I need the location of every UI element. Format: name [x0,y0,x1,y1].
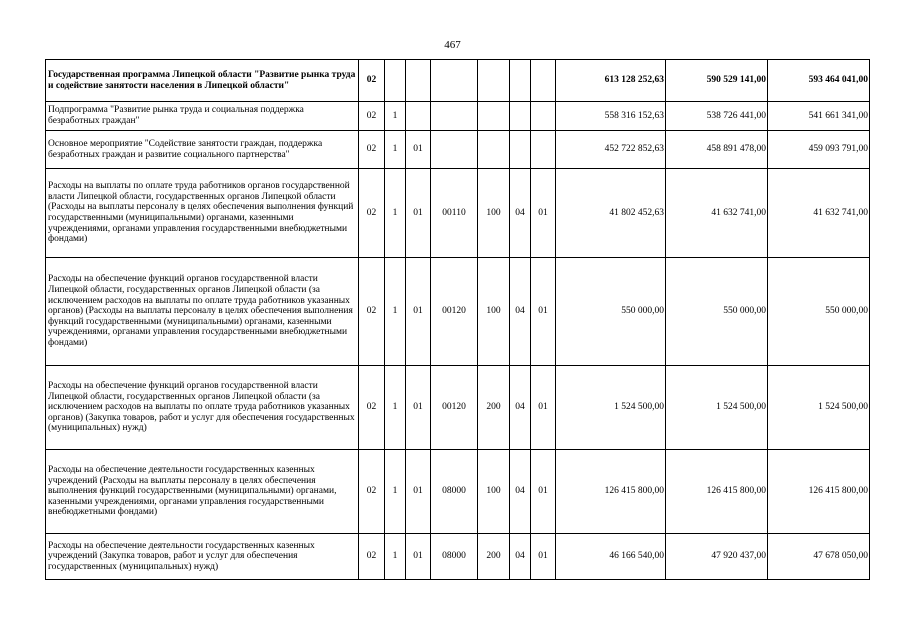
amount-year-3: 550 000,00 [768,258,870,366]
code-om: 01 [406,169,431,258]
amount-year-3: 1 524 500,00 [768,366,870,450]
code-expense-type: 200 [478,534,510,580]
code-expense-type [478,60,510,102]
amount-year-1: 550 000,00 [556,258,666,366]
amount-year-1: 41 802 452,63 [556,169,666,258]
code-expense-type: 100 [478,258,510,366]
table-row [46,169,870,258]
code-direction: 08000 [431,450,478,534]
amount-year-3: 126 415 800,00 [768,450,870,534]
code-subsection [531,60,556,102]
code-gp: 02 [359,258,385,366]
amount-year-2: 47 920 437,00 [666,534,768,580]
code-direction: 00110 [431,169,478,258]
amount-year-2: 1 524 500,00 [666,366,768,450]
code-om: 01 [406,534,431,580]
code-om [406,60,431,102]
amount-year-2: 458 891 478,00 [666,131,768,169]
code-subsection [531,102,556,131]
table-row [46,131,870,169]
code-gp: 02 [359,169,385,258]
code-om: 01 [406,450,431,534]
amount-year-3: 541 661 341,00 [768,102,870,131]
code-gp: 02 [359,60,385,102]
code-pp: 1 [385,450,406,534]
row-name: Расходы на обеспечение деятельности государственных казенных учреждений (Закупка товаров, работ и услуг для обеспечения государственных (муниципальных) нужд) [46,534,359,580]
code-expense-type [478,102,510,131]
code-expense-type: 100 [478,450,510,534]
code-section: 04 [510,169,531,258]
amount-year-3: 593 464 041,00 [768,60,870,102]
page-number: 467 [444,39,461,51]
amount-year-1: 126 415 800,00 [556,450,666,534]
amount-year-2: 41 632 741,00 [666,169,768,258]
code-pp: 1 [385,169,406,258]
code-section: 04 [510,534,531,580]
code-gp: 02 [359,131,385,169]
amount-year-2: 590 529 141,00 [666,60,768,102]
amount-year-2: 126 415 800,00 [666,450,768,534]
code-section: 04 [510,258,531,366]
amount-year-1: 1 524 500,00 [556,366,666,450]
code-subsection: 01 [531,366,556,450]
code-pp [385,60,406,102]
code-gp: 02 [359,366,385,450]
code-subsection: 01 [531,169,556,258]
row-name: Расходы на обеспечение функций органов государственной власти Липецкой области, государственных органов Липецкой области (за исключением расходов на выплаты по оплате труда работников указанных органов) (Закупка товаров, работ и услуг для обеспечения государственных (муниципальных) нужд) [46,366,359,450]
budget-table [45,59,870,580]
code-expense-type [478,131,510,169]
row-name: Основное мероприятие "Содействие занятости граждан, поддержка безработных граждан и развитие социального партнерства" [46,131,359,169]
row-name: Расходы на обеспечение функций органов государственной власти Липецкой области, государственных органов Липецкой области (за исключением расходов на выплаты по оплате труда работников указанных органов) (Расходы на выплаты персоналу в целях обеспечения выполнения функций государственными (муниципальными) органами, казенными учреждениями, органами управления государственными внебюджетными фондами) [46,258,359,366]
table-row [46,258,870,366]
code-subsection [531,131,556,169]
code-subsection: 01 [531,534,556,580]
code-section: 04 [510,366,531,450]
code-pp: 1 [385,131,406,169]
table-row [46,366,870,450]
code-section: 04 [510,450,531,534]
code-direction [431,60,478,102]
code-direction: 08000 [431,534,478,580]
row-name: Государственная программа Липецкой области "Развитие рынка труда и содействие занятости населения в Липецкой области" [46,60,359,102]
amount-year-3: 47 678 050,00 [768,534,870,580]
amount-year-1: 613 128 252,63 [556,60,666,102]
code-subsection: 01 [531,450,556,534]
code-pp: 1 [385,534,406,580]
table-row [46,534,870,580]
amount-year-2: 550 000,00 [666,258,768,366]
code-direction: 00120 [431,366,478,450]
code-om [406,102,431,131]
code-expense-type: 100 [478,169,510,258]
code-om: 01 [406,366,431,450]
row-name: Расходы на выплаты по оплате труда работников органов государственной власти Липецкой области, государственных органов Липецкой области (Расходы на выплаты персоналу в целях обеспечения выполнения функций государственными (муниципальными) органами, казенными учреждениями, органами управления государственными внебюджетными фондами) [46,169,359,258]
code-om: 01 [406,258,431,366]
code-section [510,102,531,131]
amount-year-1: 452 722 852,63 [556,131,666,169]
code-gp: 02 [359,102,385,131]
code-gp: 02 [359,534,385,580]
amount-year-1: 46 166 540,00 [556,534,666,580]
row-name: Подпрограмма "Развитие рынка труда и социальная поддержка безработных граждан" [46,102,359,131]
amount-year-3: 459 093 791,00 [768,131,870,169]
amount-year-3: 41 632 741,00 [768,169,870,258]
code-expense-type: 200 [478,366,510,450]
code-subsection: 01 [531,258,556,366]
table-row [46,60,870,102]
code-section [510,60,531,102]
row-name: Расходы на обеспечение деятельности государственных казенных учреждений (Расходы на выплаты персоналу в целях обеспечения выполнения функций государственными (муниципальными) органами, казенными учреждениями, органами управления государственными внебюджетными фондами) [46,450,359,534]
code-om: 01 [406,131,431,169]
code-pp: 1 [385,258,406,366]
table-row [46,450,870,534]
code-direction [431,102,478,131]
amount-year-1: 558 316 152,63 [556,102,666,131]
code-direction [431,131,478,169]
code-gp: 02 [359,450,385,534]
code-pp: 1 [385,102,406,131]
code-pp: 1 [385,366,406,450]
table-body [46,60,870,580]
code-direction: 00120 [431,258,478,366]
amount-year-2: 538 726 441,00 [666,102,768,131]
code-section [510,131,531,169]
table-row [46,102,870,131]
